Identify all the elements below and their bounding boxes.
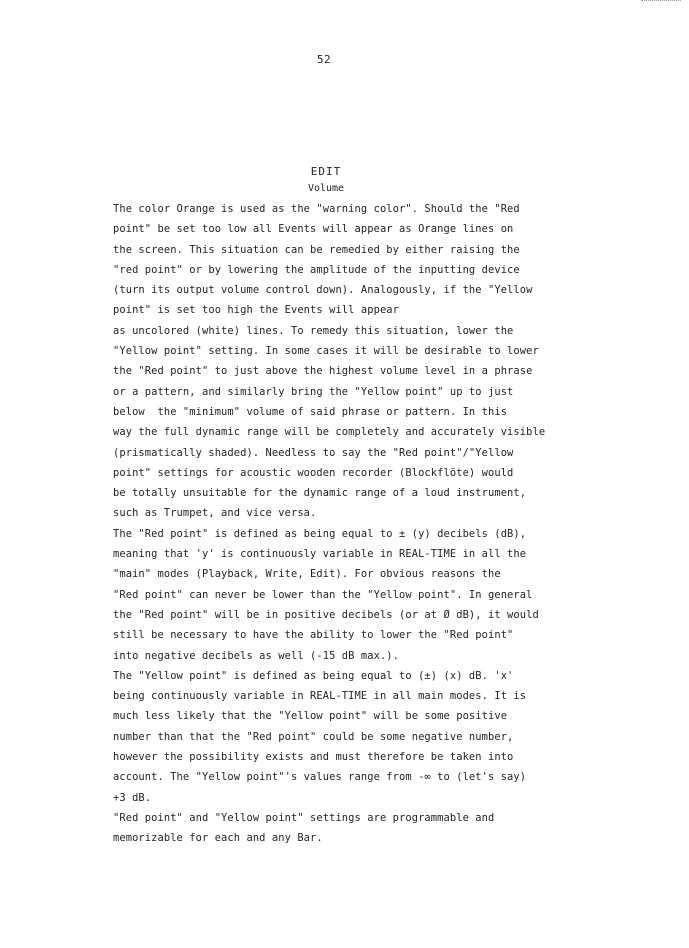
page-number: 52 xyxy=(316,53,332,66)
section-title: EDIT xyxy=(310,165,342,178)
text-line: "main" modes (Playback, Write, Edit). For obvious reasons the xyxy=(113,568,501,581)
text-line: The color Orange is used as the "warning color". Should the "Red xyxy=(113,203,520,215)
text-line: be totally unsuitable for the dynamic range of a loud instrument, xyxy=(113,487,527,500)
text-line: below the "minimum" volume of said phrase or pattern. In this xyxy=(113,405,508,418)
text-line: the "Red point" will be in positive decibels (or at Ø dB), it would xyxy=(113,608,539,621)
text-line: way the full dynamic range will be completely and accurately visible xyxy=(113,426,546,439)
text-line: into negative decibels as well (-15 dB max.). xyxy=(113,649,400,662)
text-line: "Yellow point" setting. In some cases it will be desirable to lower xyxy=(113,345,539,358)
text-line: or a pattern, and similarly bring the "Yellow point" up to just xyxy=(113,385,514,398)
text-line: "red point" or by lowering the amplitude of the inputting device xyxy=(113,263,520,276)
text-line: "Red point" and "Yellow point" settings are programmable and xyxy=(113,811,495,824)
text-line: however the possibility exists and must therefore be taken into xyxy=(113,751,514,764)
text-line: "Red point" can never be lower than the "Yellow point". In general xyxy=(113,588,533,601)
text-line: The "Red point" is defined as being equal to ± (y) decibels (dB), xyxy=(113,527,527,540)
text-line: point" settings for acoustic wooden recorder (Blockflöte) would xyxy=(113,466,514,479)
text-line: being continuously variable in REAL-TIME in all main modes. It is xyxy=(113,690,527,703)
text-line: memorizable for each and any Bar. xyxy=(113,832,323,845)
text-line: meaning that 'y' is continuously variable in REAL-TIME in all the xyxy=(113,548,527,561)
text-line: +3 dB. xyxy=(113,791,152,804)
section-subtitle: Volume xyxy=(307,183,345,194)
text-line: such as Trumpet, and vice versa. xyxy=(113,507,317,520)
text-line: as uncolored (white) lines. To remedy this situation, lower the xyxy=(113,324,514,337)
body-text xyxy=(113,199,633,849)
text-line: the screen. This situation can be remedied by either raising the xyxy=(113,243,520,256)
text-line: (prismatically shaded). Needless to say the "Red point"/"Yellow xyxy=(113,446,514,459)
text-line: still be necessary to have the ability to lower the "Red point" xyxy=(113,629,514,642)
text-line: point" be set too low all Events will appear as Orange lines on xyxy=(113,223,514,236)
text-line: number than that the "Red point" could be some negative number, xyxy=(113,730,514,743)
scan-corner-mark xyxy=(641,0,681,3)
text-line: (turn its output volume control down). Analogously, if the "Yellow xyxy=(113,284,533,297)
text-line: The "Yellow point" is defined as being equal to (±) (x) dB. 'x' xyxy=(113,669,514,682)
text-line: the "Red point" to just above the highest volume level in a phrase xyxy=(113,365,533,378)
text-line: point" is set too high the Events will appear xyxy=(113,304,400,317)
text-line: account. The "Yellow point"'s values range from -∞ to (let's say) xyxy=(113,771,527,784)
text-line: much less likely that the "Yellow point" will be some positive xyxy=(113,710,508,723)
